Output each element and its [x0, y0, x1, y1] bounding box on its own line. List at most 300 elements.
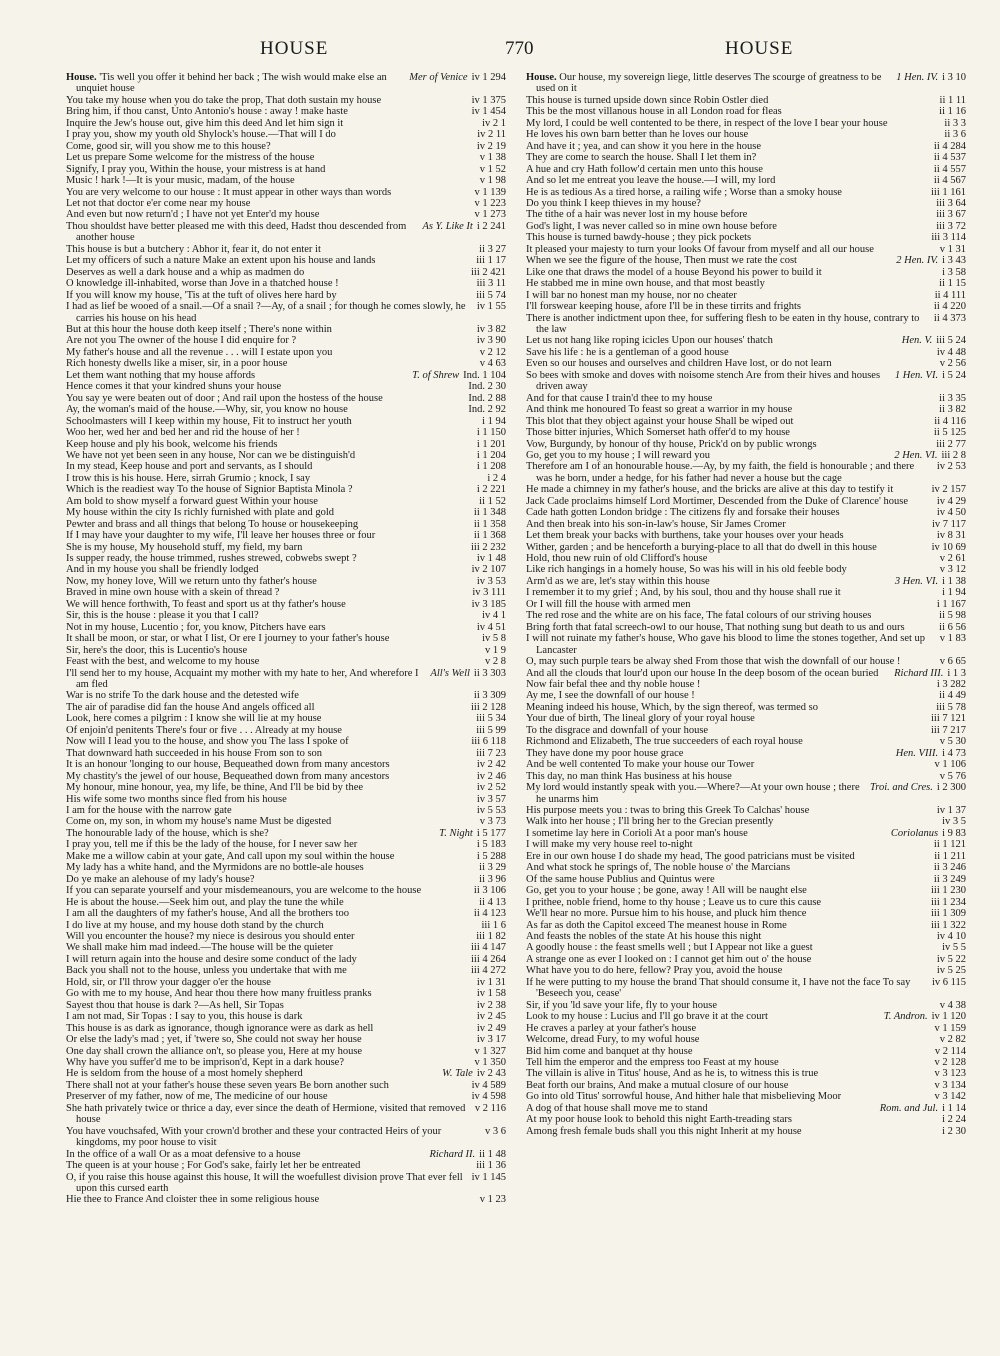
concordance-entry	[526, 416, 966, 427]
entry-headword: House.	[526, 72, 557, 83]
entry-reference: iii 1 6	[481, 919, 506, 931]
entry-reference: iii 4 272	[470, 965, 506, 977]
entry-reference: i 1 150	[476, 427, 506, 439]
entry-quotation: Go into old Titus' sorrowful house, And hither hale that misbelieving Moor	[526, 1091, 842, 1103]
entry-quotation: I am all the daughters of my father's house, And all the brothers too	[66, 908, 349, 920]
concordance-entry	[66, 851, 506, 862]
entry-quotation: Among fresh female buds shall you this night Inherit at my house	[526, 1125, 802, 1137]
page-number: 770	[505, 38, 534, 59]
concordance-entry	[66, 1011, 506, 1022]
concordance-entry	[66, 301, 506, 324]
concordance-entry	[66, 1057, 506, 1068]
entry-reference: i 3 282	[936, 679, 966, 691]
entry-reference: iii 2 8	[941, 449, 966, 461]
entry-quotation: You are very welcome to our house : It must appear in other ways than words	[66, 186, 392, 198]
entry-reference: v 3 73	[479, 816, 506, 828]
entry-reference: ii 3 249	[933, 873, 966, 885]
concordance-entry	[526, 95, 966, 106]
entry-quotation: He is about the house.—Seek him out, and play the tune the while	[66, 896, 344, 908]
entry-reference: ii 3 27	[479, 243, 506, 255]
entry-quotation: Or I will fill the house with armed men	[526, 598, 691, 610]
entry-quotation: Not in my house, Lucentio ; for, you know, Pitchers have ears	[66, 621, 326, 633]
entry-citation	[412, 370, 506, 381]
concordance-entry	[66, 656, 506, 667]
entry-citation	[870, 782, 966, 793]
concordance-entry	[66, 198, 506, 209]
entry-quotation: And be well contented To make your house our Tower	[526, 759, 755, 771]
entry-quotation: I pray you, show my youth old Shylock's house.—That will I do	[66, 129, 336, 141]
entry-quotation: They are come to search the house. Shall I let them in?	[526, 152, 757, 164]
entry-reference: v 5 30	[939, 736, 966, 748]
concordance-entry	[66, 931, 506, 942]
concordance-entry	[66, 587, 506, 598]
entry-reference: v 1 106	[934, 759, 966, 771]
entry-quotation: I'll forswear keeping house, afore I'll be in these tirrits and frights	[526, 301, 801, 313]
entry-reference: v 2 56	[939, 358, 966, 370]
entry-play-title: As Y. Like It	[422, 220, 473, 232]
entry-quotation: If I may have your daughter to my wife, I'll leave her houses three or four	[66, 530, 376, 542]
entry-play-title: 2 Hen. IV.	[896, 255, 939, 267]
entry-quotation: Your due of birth, The lineal glory of your royal house	[526, 713, 755, 725]
concordance-entry	[66, 290, 506, 301]
entry-quotation: War is no strife To the dark house and the detested wife	[66, 690, 299, 702]
entry-quotation: This house is as dark as ignorance, though ignorance were as dark as hell	[66, 1022, 374, 1034]
entry-quotation: Do ye make an alehouse of my lady's house?	[66, 873, 255, 885]
concordance-entry	[66, 1068, 506, 1079]
entry-quotation: One day shall crown the alliance on't, so please you, Here at my house	[66, 1045, 363, 1057]
entry-quotation: We'll hear no more. Pursue him to his house, and pluck him thence	[526, 908, 807, 920]
entry-quotation: God's light, I was never called so in mine own house before	[526, 220, 777, 232]
entry-reference: v 3 134	[934, 1079, 966, 1091]
entry-quotation: We will hence forthwith, To feast and sport us at thy father's house	[66, 598, 346, 610]
concordance-entry	[66, 141, 506, 152]
entry-quotation: And so let me entreat you leave the house.—I will, my lord	[526, 175, 776, 187]
entry-quotation: Let them want nothing that my house affords	[66, 369, 256, 381]
entry-reference: iii 5 34	[476, 713, 506, 725]
entry-reference: iii 1 309	[930, 908, 966, 920]
entry-reference: iv 4 1	[482, 610, 506, 622]
entry-reference: iv 3 5	[942, 816, 966, 828]
concordance-entry	[526, 587, 966, 598]
entry-reference: i 1 167	[936, 598, 966, 610]
concordance-entry	[66, 347, 506, 358]
entry-reference: v 1 38	[479, 152, 506, 164]
entry-reference: ii 4 557	[933, 163, 966, 175]
entry-quotation: O, if you raise this house against this house, It will the woefullest division prove That ever fell upon this cursed earth	[66, 1171, 463, 1194]
entry-reference: i 1 94	[482, 415, 506, 427]
entry-quotation: He made a chimney in my father's house, and the bricks are alive at this day to testify it	[526, 484, 894, 496]
entry-quotation: At my poor house look to behold this night Earth-treading stars	[526, 1114, 792, 1126]
concordance-entry	[526, 805, 966, 816]
entry-quotation: And in my house you shall be friendly lodged	[66, 564, 259, 576]
entry-reference: i 5 183	[476, 839, 506, 851]
concordance-entry	[526, 564, 966, 575]
concordance-entry	[66, 794, 506, 805]
entry-quotation: I trow this is his house. Here, sirrah Grumio ; knock, I say	[66, 472, 311, 484]
entry-reference: iv 3 53	[476, 575, 506, 587]
entry-quotation: We have not yet been seen in any house, Nor can we be distinguish'd	[66, 449, 356, 461]
concordance-entry	[526, 656, 966, 667]
concordance-entry	[526, 576, 966, 587]
concordance-entry	[66, 908, 506, 919]
concordance-entry	[66, 897, 506, 908]
entry-quotation: Which is the readiest way To the house of Signior Baptista Minola ?	[66, 484, 353, 496]
concordance-entry	[66, 255, 506, 266]
concordance-entry	[526, 129, 966, 140]
page-header	[60, 38, 940, 62]
entry-citation	[895, 370, 966, 381]
entry-quotation: It pleased your majesty to turn your looks Of favour from myself and all our house	[526, 243, 874, 255]
entry-reference: iii 7 23	[476, 747, 506, 759]
entry-quotation: A hue and cry Hath follow'd certain men unto this house	[526, 163, 763, 175]
concordance-entry	[66, 599, 506, 610]
concordance-entry	[526, 484, 966, 495]
entry-quotation: Am bold to show myself a forward guest Within your house	[66, 495, 318, 507]
entry-reference: v 2 116	[474, 1102, 506, 1114]
concordance-entry	[66, 977, 506, 988]
entry-quotation: Let them break your backs with burthens, take your houses over your heads	[526, 530, 844, 542]
entry-quotation: If you can separate yourself and your misdemeanours, you are welcome to the house	[66, 885, 422, 897]
concordance-entry	[66, 816, 506, 827]
entry-reference: iv 3 185	[471, 598, 506, 610]
concordance-entry	[526, 530, 966, 541]
entry-quotation: My father's house and all the revenue . . . will I estate upon you	[66, 346, 333, 358]
entry-reference: iv 1 55	[476, 301, 506, 313]
concordance-entry	[66, 209, 506, 220]
concordance-entry	[66, 461, 506, 472]
entry-play-title: 2 Hen. VI.	[894, 449, 938, 461]
concordance-entry	[66, 874, 506, 885]
concordance-entry	[66, 72, 506, 95]
concordance-entry	[66, 267, 506, 278]
entry-quotation: His purpose meets you : twas to bring this Greek To Calchas' house	[526, 805, 810, 816]
entry-quotation: He loves his own barn better than he loves our house	[526, 129, 749, 141]
concordance-entry	[66, 427, 506, 438]
concordance-entry	[526, 1000, 966, 1011]
entry-quotation: Ay, the woman's maid of the house.—Why, sir, you know no house	[66, 404, 348, 416]
entry-reference: iii 1 82	[476, 930, 506, 942]
concordance-entry	[526, 599, 966, 610]
entry-reference: v 1 98	[479, 175, 506, 187]
entry-reference: i 1 201	[476, 438, 506, 450]
entry-quotation: And feasts the nobles of the state At his house this night	[526, 930, 762, 942]
concordance-entry	[526, 1011, 966, 1022]
entry-reference: iii 4 264	[470, 953, 506, 965]
entry-citation	[896, 72, 966, 83]
entry-reference: iv 3 111	[472, 587, 506, 599]
entry-reference: iv 5 5	[942, 942, 966, 954]
concordance-entry	[526, 622, 966, 633]
concordance-entry	[66, 221, 506, 244]
concordance-entry	[66, 519, 506, 530]
concordance-entry	[526, 404, 966, 415]
entry-reference: i 1 204	[476, 449, 506, 461]
entry-quotation: Back you shall not to the house, unless you undertake that with me	[66, 965, 347, 977]
entry-reference: i 2 241	[476, 220, 506, 232]
concordance-entry	[66, 553, 506, 564]
entry-reference: ii 1 11	[939, 94, 966, 106]
entry-citation	[429, 1149, 506, 1160]
entry-quotation: It is an honour 'longing to our house, Bequeathed down from many ancestors	[66, 759, 390, 771]
concordance-entry	[526, 736, 966, 747]
entry-quotation: A strange one as ever I looked on : I cannot get him out o' the house	[526, 953, 812, 965]
entry-reference: iv 2 157	[931, 484, 966, 496]
entry-quotation: I will bar no honest man my house, nor no cheater	[526, 289, 737, 301]
entry-reference: v 1 23	[479, 1194, 506, 1206]
concordance-entry	[526, 335, 966, 346]
concordance-entry	[526, 507, 966, 518]
entry-reference: iv 5 8	[482, 633, 506, 645]
entry-quotation: And then break into his son-in-law's house, Sir James Cromer	[526, 518, 786, 530]
concordance-entry	[526, 610, 966, 621]
entry-reference: ii 5 98	[939, 610, 966, 622]
entry-quotation: The red rose and the white are on his face, The fatal colours of our striving houses	[526, 610, 872, 622]
entry-quotation: You say ye were beaten out of door ; And rail upon the hostess of the house	[66, 392, 383, 404]
concordance-entry	[66, 564, 506, 575]
entry-reference: v 3 12	[939, 564, 966, 576]
entry-reference: iv 2 53	[936, 461, 966, 473]
concordance-entry	[526, 450, 966, 461]
entry-quotation: Bring forth that fatal screech-owl to our house, That nothing sung but death to us and ours	[526, 621, 905, 633]
entry-quotation: Schoolmasters will I keep within my house, Fit to instruct her youth	[66, 415, 352, 427]
concordance-entry	[526, 759, 966, 770]
entry-reference: iii 5 99	[476, 724, 506, 736]
entry-reference: i 1 14	[942, 1102, 966, 1114]
entry-quotation: Meaning indeed his house, Which, by the sign thereof, was termed so	[526, 701, 818, 713]
concordance-entry	[66, 920, 506, 931]
concordance-entry	[66, 725, 506, 736]
concordance-entry	[526, 198, 966, 209]
entry-reference: ii 4 537	[933, 152, 966, 164]
entry-reference: iv 7 117	[931, 518, 966, 530]
concordance-entry	[526, 152, 966, 163]
concordance-entry	[526, 965, 966, 976]
concordance-entry	[66, 862, 506, 873]
entry-reference: ii 1 48	[479, 1148, 506, 1160]
entry-play-title: 1 Hen. VI.	[894, 369, 939, 381]
entry-quotation: Vow, Burgundy, by honour of thy house, Prick'd on by public wrongs	[526, 438, 817, 450]
entry-quotation: Hold, thou new ruin of old Clifford's house	[526, 553, 708, 565]
entry-quotation: Feast with the best, and welcome to my house	[66, 656, 260, 668]
concordance-entry	[526, 1034, 966, 1045]
entry-quotation: As far as doth the Capitol exceed The meanest house in Rome	[526, 919, 787, 931]
entry-reference: iv 4 51	[476, 621, 506, 633]
concordance-entry	[66, 393, 506, 404]
concordance-entry	[66, 244, 506, 255]
entry-reference: i 9 83	[942, 827, 966, 839]
entry-citation	[902, 335, 966, 346]
concordance-entry	[66, 152, 506, 163]
entry-reference: i 2 300	[936, 782, 966, 794]
entry-reference: v 2 82	[939, 1034, 966, 1046]
concordance-entry	[526, 633, 966, 656]
entry-play-title: Troi. and Cres.	[870, 782, 933, 794]
entry-quotation: My house within the city Is richly furnished with plate and gold	[66, 507, 334, 519]
entry-quotation: Sir, this is the house : please it you that I call?	[66, 610, 259, 622]
concordance-entry	[66, 106, 506, 117]
entry-reference: ii 3 82	[939, 404, 966, 416]
concordance-entry	[526, 106, 966, 117]
entry-reference: ii 3 3	[944, 117, 966, 129]
concordance-entry	[66, 358, 506, 369]
entry-quotation: She is my house, My household stuff, my field, my barn	[66, 541, 303, 553]
entry-play-title: Richard II.	[429, 1148, 476, 1160]
concordance-entry	[526, 874, 966, 885]
entry-reference: v 4 38	[939, 999, 966, 1011]
entry-reference: iv 4 589	[471, 1079, 506, 1091]
entry-quotation: This house is but a butchery : Abhor it, fear it, do not enter it	[66, 243, 321, 255]
concordance-entry	[66, 324, 506, 335]
entry-reference: iv 6 115	[931, 976, 966, 988]
entry-quotation: Of the same house Publius and Quintus were	[526, 873, 715, 885]
concordance-entry	[66, 530, 506, 541]
entry-reference: iv 1 294	[471, 72, 506, 83]
concordance-entry	[66, 439, 506, 450]
running-head-left: HOUSE	[260, 38, 329, 59]
entry-reference: i 2 221	[476, 484, 506, 496]
entry-reference: v 1 273	[474, 209, 506, 221]
concordance-entry	[66, 633, 506, 644]
entry-reference: iii 5 24	[936, 335, 966, 347]
concordance-entry	[66, 164, 506, 175]
entry-play-title: Mer of Venice	[409, 72, 468, 83]
entry-reference: ii 3 6	[944, 129, 966, 141]
concordance-entry	[66, 370, 506, 381]
entry-quotation: Ere in our own house I do shade my head, The good patricians must be visited	[526, 850, 855, 862]
entry-citation	[880, 1103, 966, 1114]
concordance-entry	[66, 576, 506, 587]
entry-reference: iii 1 17	[476, 255, 506, 267]
entry-reference: ii 1 121	[933, 839, 966, 851]
entry-reference: iv 1 454	[471, 106, 506, 118]
entry-play-title: Hen. VIII.	[895, 747, 939, 759]
entry-quotation: I had as lief be wooed of a snail.—Of a snail ?—Ay, of a snail ; for though he comes slowly, he carries his house on his head	[66, 301, 466, 324]
concordance-entry	[526, 748, 966, 759]
entry-quotation: Pewter and brass and all things that belong To house or housekeeping	[66, 518, 359, 530]
concordance-entry	[66, 1000, 506, 1011]
entry-quotation: Bring him, if thou canst, Unto Antonio's house : away ! make haste	[66, 106, 348, 118]
entry-citation	[891, 828, 966, 839]
entry-quotation: The queen is at your house ; For God's sake, fairly let her be entreated	[66, 1160, 361, 1172]
entry-citation	[894, 450, 966, 461]
entry-quotation: I will make my very house reel to-night	[526, 839, 693, 851]
concordance-entry	[66, 1023, 506, 1034]
entry-reference: iv 2 43	[476, 1068, 506, 1080]
concordance-entry	[526, 358, 966, 369]
entry-play-title: T. Andron.	[883, 1011, 928, 1023]
entry-quotation: And even but now return'd ; I have not yet Enter'd my house	[66, 209, 320, 221]
concordance-entry	[66, 782, 506, 793]
entry-reference: iv 2 46	[476, 770, 506, 782]
concordance-entry	[66, 988, 506, 999]
entry-reference: iv 1 375	[471, 94, 506, 106]
entry-reference: iv 1 37	[936, 805, 966, 816]
entry-reference: iii 1 36	[476, 1160, 506, 1172]
entry-quotation: We shall make him mad indeed.—The house will be the quieter	[66, 942, 334, 954]
entry-reference: i 4 73	[942, 747, 966, 759]
entry-reference: ii 3 246	[933, 862, 966, 874]
concordance-entry	[66, 885, 506, 896]
entry-reference: ii 1 348	[473, 507, 506, 519]
entry-reference: Ind. 2 30	[468, 381, 506, 393]
entry-quotation: Therefore am I of an honourable house.—Ay, by my faith, the field is honourable ; and there was he born, under a hedge, for his father had never a house but the cage	[526, 461, 915, 484]
concordance-entry	[66, 1126, 506, 1149]
concordance-entry	[66, 1149, 506, 1160]
entry-reference: v 1 223	[474, 197, 506, 209]
concordance-entry	[526, 118, 966, 129]
entry-quotation: Look to my house : Lucius and I'll go brave it at the court	[526, 1011, 768, 1023]
entry-quotation: And have it ; yea, and can show it you here in the house	[526, 140, 762, 152]
entry-reference: iii 3 11	[476, 278, 506, 290]
entry-quotation: The air of paradise did fan the house And angels officed all	[66, 701, 315, 713]
entry-quotation: Look, here comes a pilgrim : I know she will lie at my house	[66, 713, 322, 725]
entry-reference: v 4 63	[479, 358, 506, 370]
concordance-entry	[526, 313, 966, 336]
entry-reference: iv 3 82	[476, 323, 506, 335]
concordance-entry	[526, 267, 966, 278]
entry-reference: iv 2 49	[476, 1022, 506, 1034]
concordance-entry	[526, 542, 966, 553]
concordance-entry	[526, 461, 966, 484]
entry-reference: i 2 4	[487, 472, 506, 484]
concordance-entry	[66, 839, 506, 850]
concordance-entry	[526, 942, 966, 953]
entry-reference: ii 4 373	[933, 312, 966, 324]
entry-reference: iii 2 128	[470, 701, 506, 713]
concordance-entry	[526, 920, 966, 931]
entry-quotation: Come, good sir, will you show me to this house?	[66, 140, 271, 152]
entry-quotation: Even so our houses and ourselves and children Have lost, or do not learn	[526, 358, 832, 370]
entry-reference: iv 2 38	[476, 999, 506, 1011]
concordance-entry	[526, 232, 966, 243]
entry-reference: Ind. 1 104	[463, 369, 506, 381]
entry-reference: iii 5 74	[476, 289, 506, 301]
entry-reference: Ind. 2 88	[468, 392, 506, 404]
entry-quotation: Jack Cade proclaims himself Lord Mortimer, Descended from the Duke of Clarence' house	[526, 495, 908, 507]
entry-quotation: I am not mad, Sir Topas : I say to you, this house is dark	[66, 1011, 303, 1023]
concordance-entry	[526, 725, 966, 736]
entry-quotation: Like rich hangings in a homely house, So was his will in his old feeble body	[526, 564, 847, 576]
entry-quotation: This be the most villanous house in all London road for fleas	[526, 106, 782, 118]
entry-quotation: And for that cause I train'd thee to my house	[526, 392, 713, 404]
entry-reference: iv 1 58	[476, 988, 506, 1000]
entry-reference: i 3 10	[942, 72, 966, 83]
entry-reference: iv 3 57	[476, 793, 506, 805]
left-column	[66, 72, 506, 1340]
entry-reference: ii 3 303	[473, 667, 506, 679]
entry-quotation: Welcome, dread Fury, to my woful house	[526, 1034, 700, 1046]
entry-quotation: I pray you, tell me if this be the lady of the house, for I never saw her	[66, 839, 358, 851]
concordance-entry	[526, 908, 966, 919]
entry-reference: iv 3 90	[476, 335, 506, 347]
entry-quotation: Make me a willow cabin at your gate, And call upon my soul within the house	[66, 850, 395, 862]
entry-play-title: 1 Hen. IV.	[896, 72, 939, 83]
entry-quotation: His wife some two months since fled from his house	[66, 793, 287, 805]
entry-quotation: In my stead, Keep house and port and servants, as I should	[66, 461, 313, 473]
concordance-entry	[66, 1172, 506, 1195]
entry-quotation: Those bitter injuries, Which Somerset hath offer'd to my house	[526, 427, 790, 439]
entry-quotation: Are not you The owner of the house I did enquire for ?	[66, 335, 297, 347]
entry-reference: ii 3 29	[479, 862, 506, 874]
entry-quotation: My lord would instantly speak with you.—Where?—At your own house ; there he unarms him	[526, 782, 860, 805]
entry-citation	[409, 72, 506, 83]
concordance-entry	[66, 542, 506, 553]
concordance-entry	[526, 1023, 966, 1034]
entry-quotation: And think me honoured To feast so great a warrior in my house	[526, 404, 793, 416]
concordance-entry	[526, 771, 966, 782]
entry-quotation: Now, my honey love, Will we return unto thy father's house	[66, 575, 317, 587]
concordance-entry	[526, 1080, 966, 1091]
